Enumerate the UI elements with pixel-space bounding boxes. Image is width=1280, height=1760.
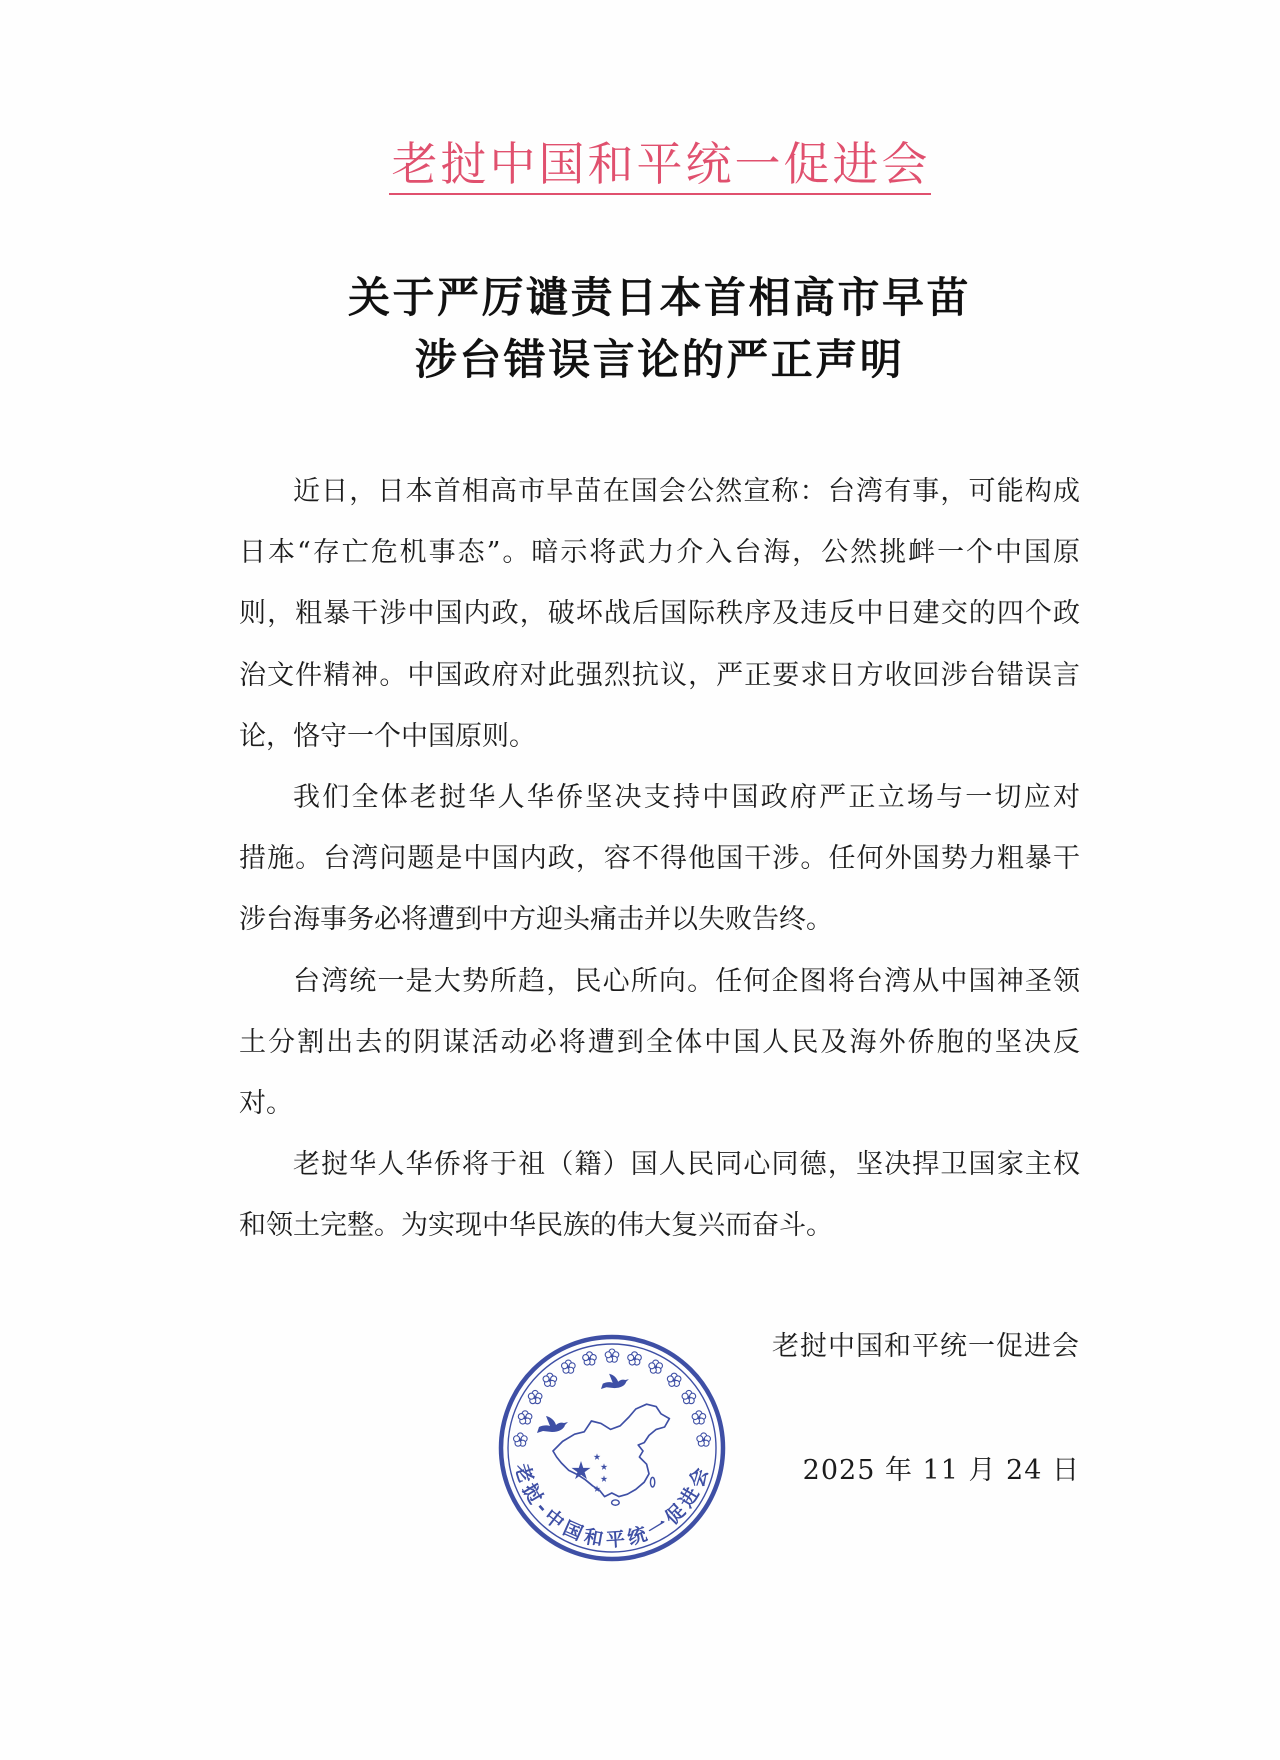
dove-icon — [601, 1374, 629, 1389]
flower-center — [633, 1358, 635, 1360]
small-star-icon — [601, 1475, 608, 1482]
hainan-island-outline — [612, 1500, 620, 1505]
flower-icon — [562, 1360, 576, 1373]
seal-text — [510, 1461, 714, 1552]
body-line: 则，粗暴干涉中国内政，破坏战后国际秩序及违反中日建交的四个政 — [239, 598, 1080, 630]
flower-icon — [583, 1352, 597, 1365]
flower-icon — [697, 1433, 711, 1446]
china-map-icon — [553, 1404, 669, 1505]
flower-petal — [543, 1376, 549, 1382]
flower-petal — [692, 1414, 698, 1420]
flower-icon — [667, 1373, 681, 1386]
seal-stars — [571, 1453, 607, 1492]
signature-date: 2025 年 11 月 24 日 — [802, 1455, 1080, 1486]
small-star-icon — [594, 1453, 601, 1460]
small-star-icon — [601, 1463, 608, 1470]
letterhead-org-name: 老挝中国和平统一促进会 — [389, 136, 931, 195]
flower-petal — [628, 1355, 634, 1361]
body-line: 土分割出去的阴谋活动必将遭到全体中国人民及海外侨胞的坚决反 — [239, 1026, 1080, 1058]
flower-center — [655, 1366, 657, 1368]
flower-icon — [514, 1433, 528, 1446]
flower-petal — [667, 1376, 673, 1382]
flower-center — [698, 1417, 700, 1419]
flower-center — [688, 1396, 690, 1398]
body-line: 台湾统一是大势所趋，民心所向。任何企图将台湾从中国神圣领 — [293, 965, 1080, 997]
flower-icon — [628, 1352, 642, 1365]
flower-center — [611, 1355, 613, 1357]
flower-icon — [692, 1411, 706, 1424]
flower-icon — [528, 1390, 542, 1403]
body-line: 对。 — [239, 1087, 293, 1119]
seal-text-path: 老挝-中国和平统一促进会 — [510, 1461, 714, 1552]
flower-center — [524, 1417, 526, 1419]
statement-body — [239, 461, 1080, 1256]
statement-title-line-1: 关于严厉谴责日本首相高市早苗 — [347, 273, 971, 322]
flower-icon — [682, 1390, 696, 1403]
body-line: 涉台海事务必将遭到中方迎头痛击并以失败告终。 — [239, 904, 833, 936]
flower-center — [703, 1439, 705, 1441]
letterhead — [239, 136, 1080, 200]
flower-petal — [562, 1363, 568, 1369]
body-paragraph-2 — [239, 767, 1080, 951]
dove-icon — [537, 1416, 568, 1433]
dove-shape — [601, 1374, 629, 1389]
body-line: 措施。台湾问题是中国内政，容不得他国干涉。任何外国势力粗暴干 — [239, 843, 1080, 875]
body-line: 老挝华人华侨将于祖（籍）国人民同心同德，坚决捍卫国家主权 — [293, 1149, 1080, 1181]
body-line: 近日，日本首相高市早苗在国会公然宣称：台湾有事，可能构成 — [293, 476, 1080, 507]
body-paragraph-3 — [239, 951, 1080, 1135]
flower-icon — [605, 1349, 619, 1362]
flower-icon — [518, 1411, 532, 1424]
flower-icon — [649, 1360, 663, 1373]
flower-center — [588, 1358, 590, 1360]
statement-title — [239, 267, 1080, 391]
body-line: 论，恪守一个中国原则。 — [239, 720, 536, 752]
statement-title-line-2: 涉台错误言论的严正声明 — [414, 335, 905, 384]
body-paragraph-1 — [239, 461, 1080, 767]
body-line: 治文件精神。中国政府对此强烈抗议，严正要求日方收回涉台错误言 — [239, 659, 1080, 691]
flower-petal — [697, 1436, 703, 1442]
flower-petal — [518, 1414, 524, 1420]
body-line: 我们全体老挝华人华侨坚决支持中国政府严正立场与一切应对 — [293, 781, 1080, 813]
body-paragraph-4 — [239, 1134, 1080, 1256]
flower-petal — [649, 1363, 655, 1369]
flower-center — [673, 1379, 675, 1381]
flower-petal — [583, 1355, 589, 1361]
taiwan-island-outline — [650, 1477, 654, 1487]
body-line: 日本“存亡危机事态”。暗示将武力介入台海，公然挑衅一个中国原 — [239, 537, 1080, 569]
signature-org-name: 老挝中国和平统一促进会 — [772, 1331, 1080, 1362]
flower-petal — [682, 1393, 688, 1399]
official-seal — [497, 1333, 727, 1563]
flower-center — [567, 1366, 569, 1368]
body-line: 和领土完整。为实现中华民族的伟大复兴而奋斗。 — [239, 1210, 833, 1242]
china-map-outline — [553, 1404, 669, 1496]
flower-center — [549, 1379, 551, 1381]
flower-petal — [528, 1393, 534, 1399]
seal-outer-ring — [501, 1337, 723, 1559]
dove-shape — [537, 1416, 568, 1433]
flower-center — [519, 1439, 521, 1441]
flower-petal — [514, 1436, 520, 1442]
flower-petal — [605, 1352, 611, 1358]
flower-icon — [543, 1373, 557, 1386]
flower-center — [534, 1396, 536, 1398]
